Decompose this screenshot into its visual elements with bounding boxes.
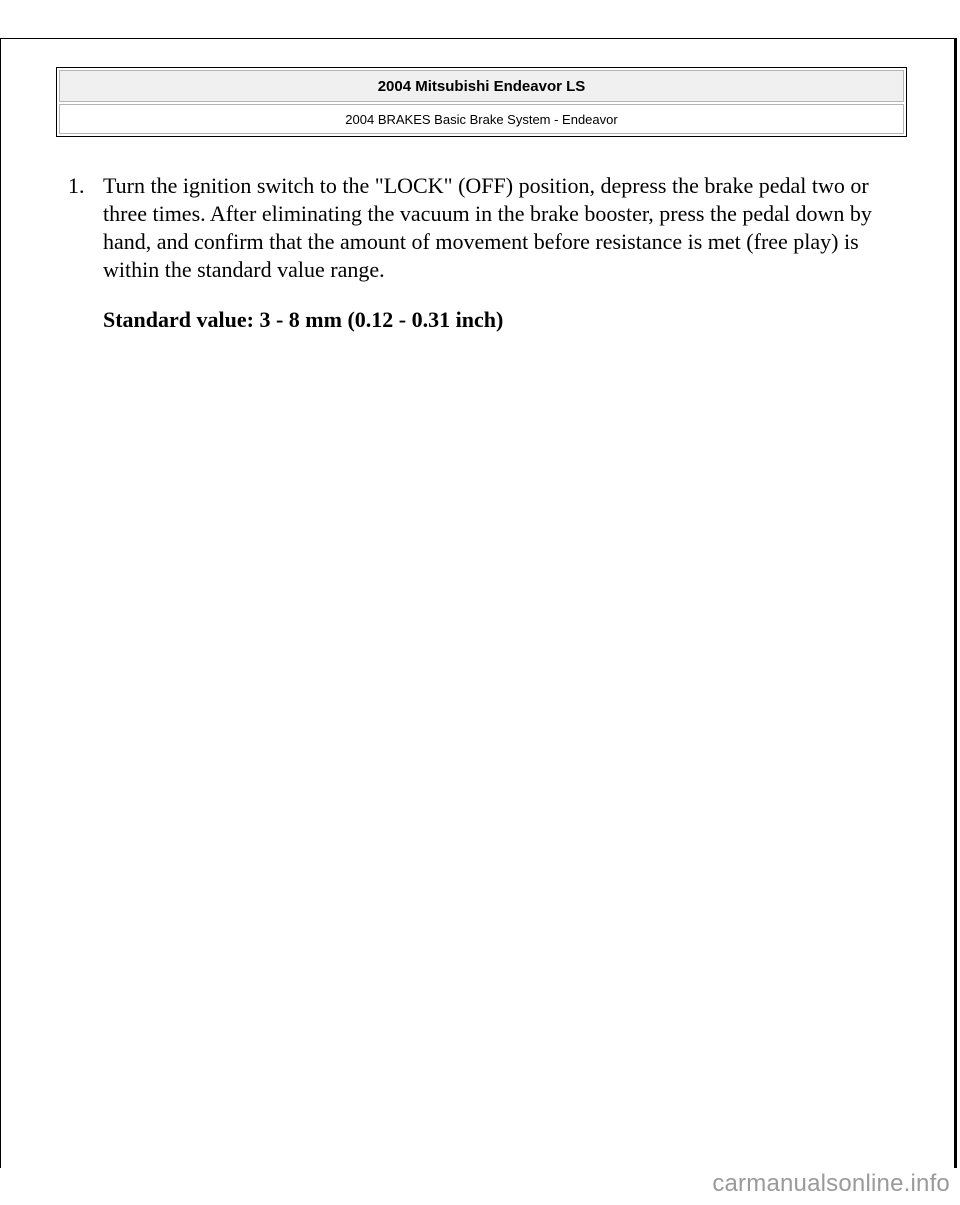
document-header: [56, 67, 907, 137]
standard-value: Standard value: 3 - 8 mm (0.12 - 0.31 inch): [103, 307, 504, 332]
section-subtitle: 2004 BRAKES Basic Brake System - Endeavor: [59, 104, 904, 134]
procedure-step: [68, 172, 888, 334]
step-number: 1.: [68, 173, 85, 198]
procedure-steps: [68, 172, 888, 334]
site-watermark: carmanualsonline.info: [712, 1170, 950, 1197]
vehicle-title: 2004 Mitsubishi Endeavor LS: [59, 70, 904, 102]
step-instruction: Turn the ignition switch to the "LOCK" (OFF) position, depress the brake pedal two or three times. After eliminating the vacuum in the brake booster, press the pedal down by hand, and confirm that the amount of movement before resistance is met (free play) is within the standard value range.: [103, 173, 872, 282]
